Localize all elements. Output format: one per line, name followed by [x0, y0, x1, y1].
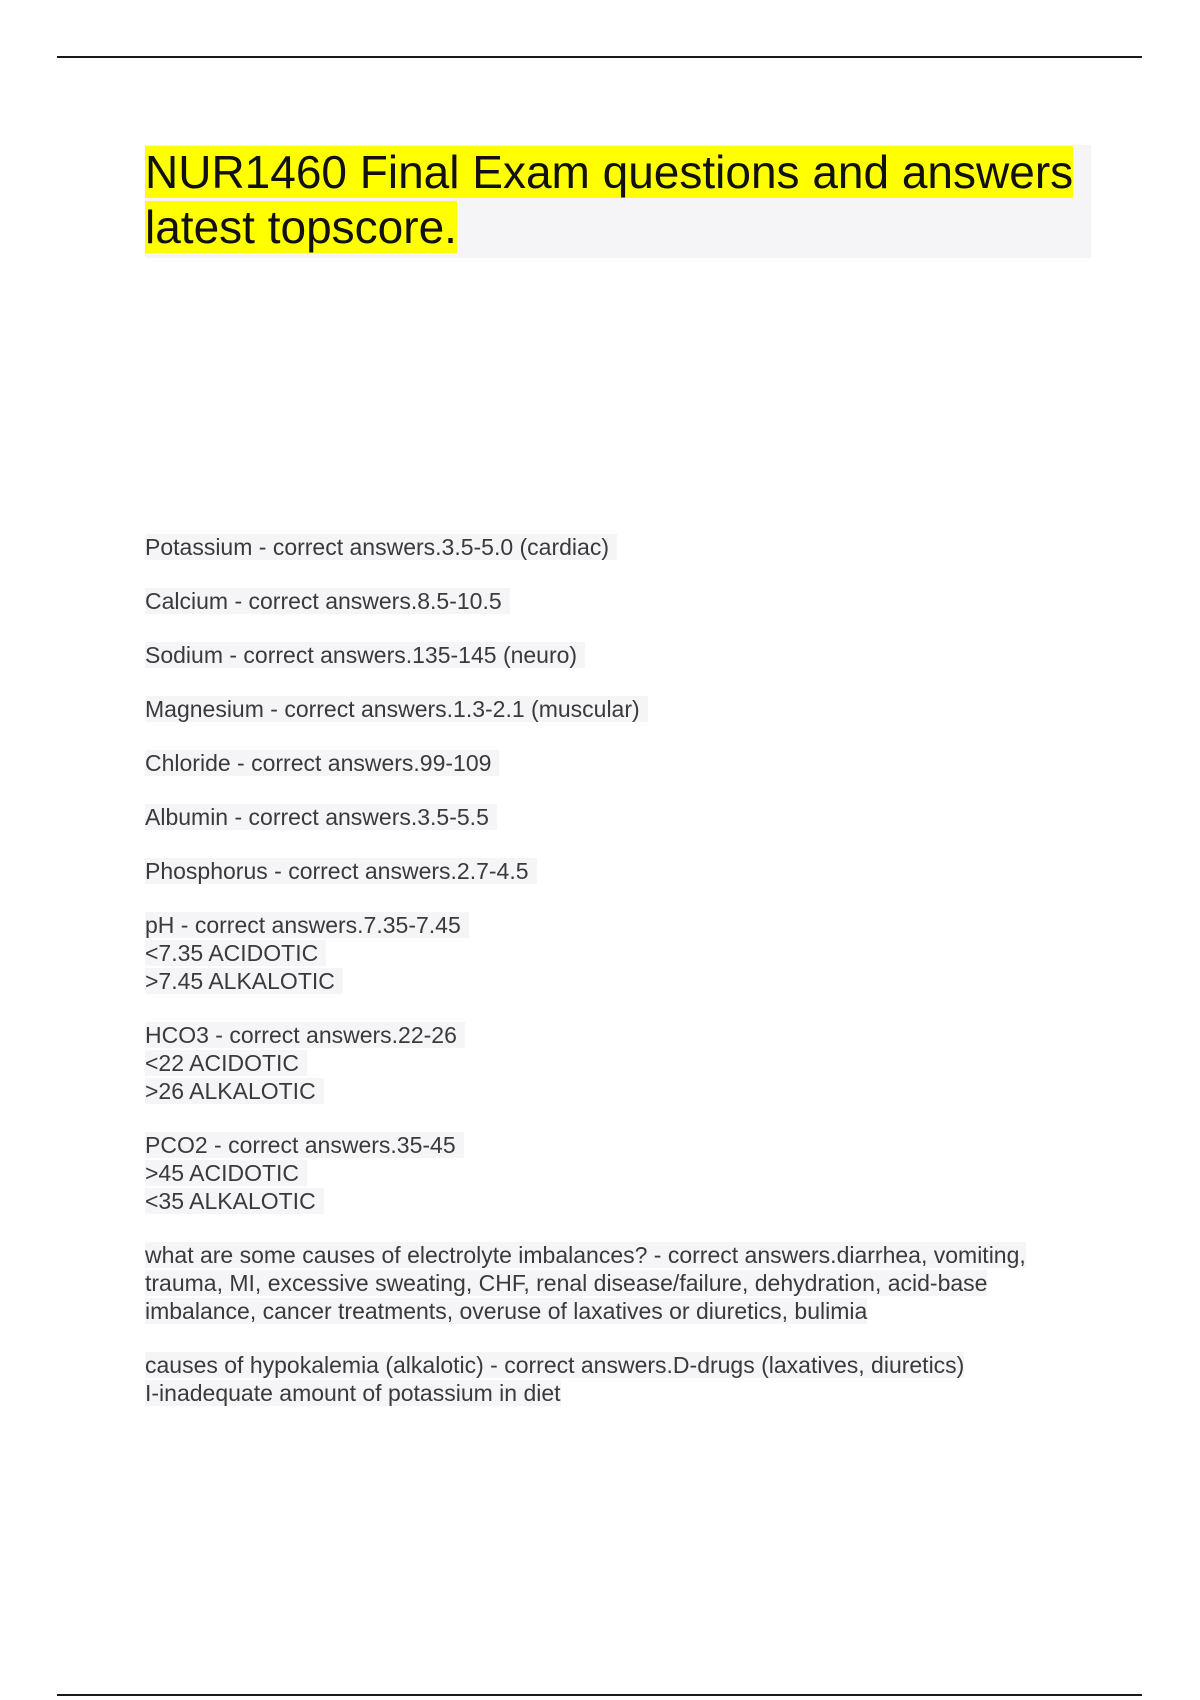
- qa-line: >45 ACIDOTIC: [145, 1160, 307, 1186]
- qa-item-potassium: [145, 533, 1085, 561]
- qa-list: [145, 533, 1085, 1433]
- qa-line: Albumin - correct answers.3.5-5.5: [145, 804, 497, 830]
- qa-line: >7.45 ALKALOTIC: [145, 968, 343, 994]
- qa-line: causes of hypokalemia (alkalotic) - correct answers.D-drugs (laxatives, diuretics): [145, 1352, 965, 1378]
- page-title-text: NUR1460 Final Exam questions and answers latest topscore.: [145, 146, 1074, 253]
- page-title: [145, 145, 1091, 255]
- qa-line: >26 ALKALOTIC: [145, 1078, 324, 1104]
- qa-line: imbalance, cancer treatments, overuse of laxatives or diuretics, bulimia: [145, 1298, 868, 1324]
- qa-item-magnesium: [145, 695, 1085, 723]
- qa-line: <7.35 ACIDOTIC: [145, 940, 326, 966]
- qa-line: Sodium - correct answers.135-145 (neuro): [145, 642, 585, 668]
- qa-item-chloride: [145, 749, 1085, 777]
- qa-line: Phosphorus - correct answers.2.7-4.5: [145, 858, 537, 884]
- qa-item-pco2: [145, 1131, 1085, 1215]
- qa-line: <35 ALKALOTIC: [145, 1188, 324, 1214]
- footer-rule: [57, 1694, 1142, 1696]
- title-block: [145, 145, 1091, 258]
- qa-line: what are some causes of electrolyte imbalances? - correct answers.diarrhea, vomiting,: [145, 1242, 1026, 1268]
- header-rule: [57, 56, 1142, 58]
- qa-item-sodium: [145, 641, 1085, 669]
- qa-line: Magnesium - correct answers.1.3-2.1 (muscular): [145, 696, 648, 722]
- qa-item-ph: [145, 911, 1085, 995]
- qa-line: Potassium - correct answers.3.5-5.0 (cardiac): [145, 534, 617, 560]
- qa-item-electrolyte-causes: [145, 1241, 1085, 1325]
- qa-line: HCO3 - correct answers.22-26: [145, 1022, 465, 1048]
- qa-line: pH - correct answers.7.35-7.45: [145, 912, 469, 938]
- qa-line: I-inadequate amount of potassium in diet: [145, 1380, 561, 1406]
- qa-item-phosphorus: [145, 857, 1085, 885]
- qa-line: Chloride - correct answers.99-109: [145, 750, 499, 776]
- qa-item-albumin: [145, 803, 1085, 831]
- qa-line: Calcium - correct answers.8.5-10.5: [145, 588, 510, 614]
- qa-item-hypokalemia-causes: [145, 1351, 1085, 1407]
- qa-line: <22 ACIDOTIC: [145, 1050, 307, 1076]
- qa-line: trauma, MI, excessive sweating, CHF, renal disease/failure, dehydration, acid-base: [145, 1270, 988, 1296]
- qa-line: PCO2 - correct answers.35-45: [145, 1132, 464, 1158]
- qa-item-hco3: [145, 1021, 1085, 1105]
- qa-item-calcium: [145, 587, 1085, 615]
